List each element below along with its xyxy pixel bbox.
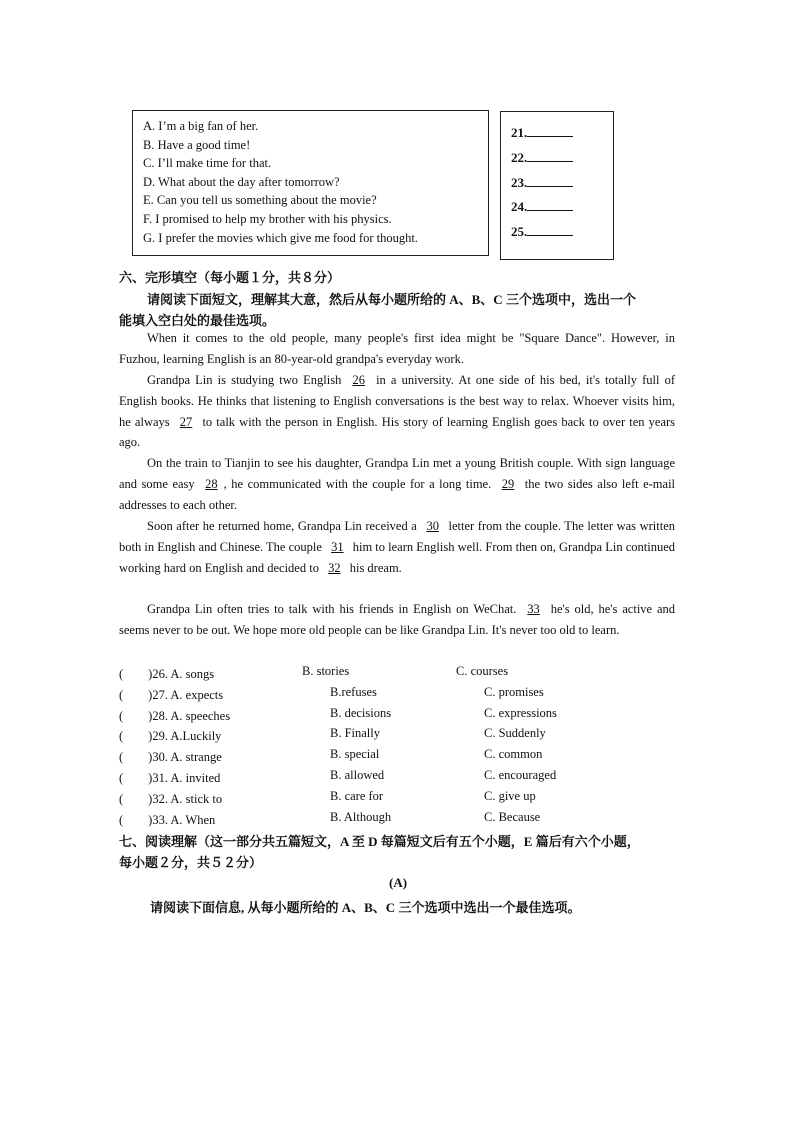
blank-28[interactable]: 28 <box>205 476 218 491</box>
passage-label: (A) <box>389 875 408 890</box>
paragraph: Soon after he returned home, Grandpa Lin received a 30 letter from the couple. The letter was written both in English and Chinese. The couple 31 him to learn English well. From then on, Grandpa Lin continued working hard on English and decided to 32 his dream. <box>119 519 676 575</box>
option-c[interactable]: C. expressions <box>484 706 557 720</box>
option-d: D. What about the day after tomorrow? <box>143 175 340 189</box>
option-a: A. I’m a big fan of her. <box>143 119 259 133</box>
answer-line[interactable]: 23. <box>511 175 573 191</box>
option-b[interactable]: B. stories <box>302 664 350 678</box>
instruction-line: 能填入空白处的最佳选项。 <box>119 313 276 328</box>
section-title: 六、完形填空（每小题１分，共８分） <box>119 270 341 285</box>
question-number: ( )27. A. expects <box>119 688 224 702</box>
option-b[interactable]: B. Although <box>330 810 392 824</box>
blank-29[interactable]: 29 <box>501 476 515 491</box>
question-number: ( )33. A. When <box>119 813 216 827</box>
answer-line[interactable]: 22. <box>511 150 573 166</box>
question-number: ( )32. A. stick to <box>119 792 223 806</box>
blank-30[interactable]: 30 <box>426 519 439 533</box>
option-c[interactable]: C. courses <box>456 664 509 678</box>
option-b[interactable]: B. decisions <box>330 706 392 720</box>
option-e: E. Can you tell us something about the movie? <box>143 193 377 207</box>
option-b[interactable]: B. Finally <box>330 726 381 740</box>
option-b[interactable]: B.refuses <box>330 685 377 699</box>
option-b[interactable]: B. care for <box>330 789 384 803</box>
blank-27[interactable]: 27 <box>179 414 193 429</box>
paragraph: When it comes to the old people, many people's first idea might be "Square Dance". However, in Fuzhou, learning English is an 80-year-old grandpa's everyday work. <box>119 331 675 366</box>
paragraph: Grandpa Lin often tries to talk with his friends in English on WeChat. 33 he's old, he's active and seems never to be out. We hope more old people can be like Grandpa Lin. It's never too old to learn. <box>119 602 676 637</box>
blank-32[interactable]: 32 <box>328 560 341 575</box>
section-title-cont: 每小题２分，共５２分） <box>119 855 263 870</box>
section-title: 七、阅读理解（这一部分共五篇短文，A 至 D 每篇短文后有五个小题，E 篇后有六个小题， <box>119 834 640 849</box>
option-c: C. I’ll make time for that. <box>143 156 272 170</box>
question-number: ( )29. A.Luckily <box>119 729 222 743</box>
option-b: B. Have a good time! <box>143 138 251 152</box>
option-f: F. I promised to help my brother with his physics. <box>143 212 392 226</box>
answer-line[interactable]: 24. <box>511 199 573 215</box>
paragraph: On the train to Tianjin to see his daughter, Grandpa Lin met a young British couple. With sign language and some easy 28 , he communicated with the couple for a long time. 29 the two sides also left e-mail addresses to each other. <box>119 456 676 512</box>
option-c[interactable]: C. give up <box>484 789 536 803</box>
question-number: ( )28. A. speeches <box>119 709 231 723</box>
option-c[interactable]: C. Suddenly <box>484 726 546 740</box>
answer-box <box>500 111 614 260</box>
paragraph: Grandpa Lin is studying two English 26 in a university. At one side of his bed, it's totally full of English books. He thinks that listening to English conversations is the best way to relax. Whoever visits him, he always 27 to talk with the person in English. His story of learning English goes back to over ten years ago. <box>119 373 676 450</box>
option-c[interactable]: C. Because <box>484 810 541 824</box>
option-g: G. I prefer the movies which give me food for thought. <box>143 231 418 245</box>
blank-26[interactable]: 26 <box>352 373 365 387</box>
option-b[interactable]: B. allowed <box>330 768 385 782</box>
blank-33[interactable]: 33 <box>527 602 540 616</box>
answer-line[interactable]: 25. <box>511 224 573 240</box>
option-c[interactable]: C. promises <box>484 685 544 699</box>
option-b[interactable]: B. special <box>330 747 380 761</box>
answer-line[interactable]: 21. <box>511 125 573 141</box>
blank-31[interactable]: 31 <box>331 539 344 554</box>
option-c[interactable]: C. encouraged <box>484 768 557 782</box>
question-number: ( )26. A. songs <box>119 667 215 681</box>
instruction-line: 请阅读下面信息, 从每小题所给的 A、B、C 三个选项中选出一个最佳选项。 <box>150 900 581 915</box>
option-c[interactable]: C. common <box>484 747 543 761</box>
instruction-line: 请阅读下面短文，理解其大意，然后从每小题所给的 A、B、C 三个选项中，选出一个 <box>147 292 636 307</box>
question-number: ( )31. A. invited <box>119 771 221 785</box>
options-box <box>132 110 489 256</box>
question-number: ( )30. A. strange <box>119 750 222 764</box>
